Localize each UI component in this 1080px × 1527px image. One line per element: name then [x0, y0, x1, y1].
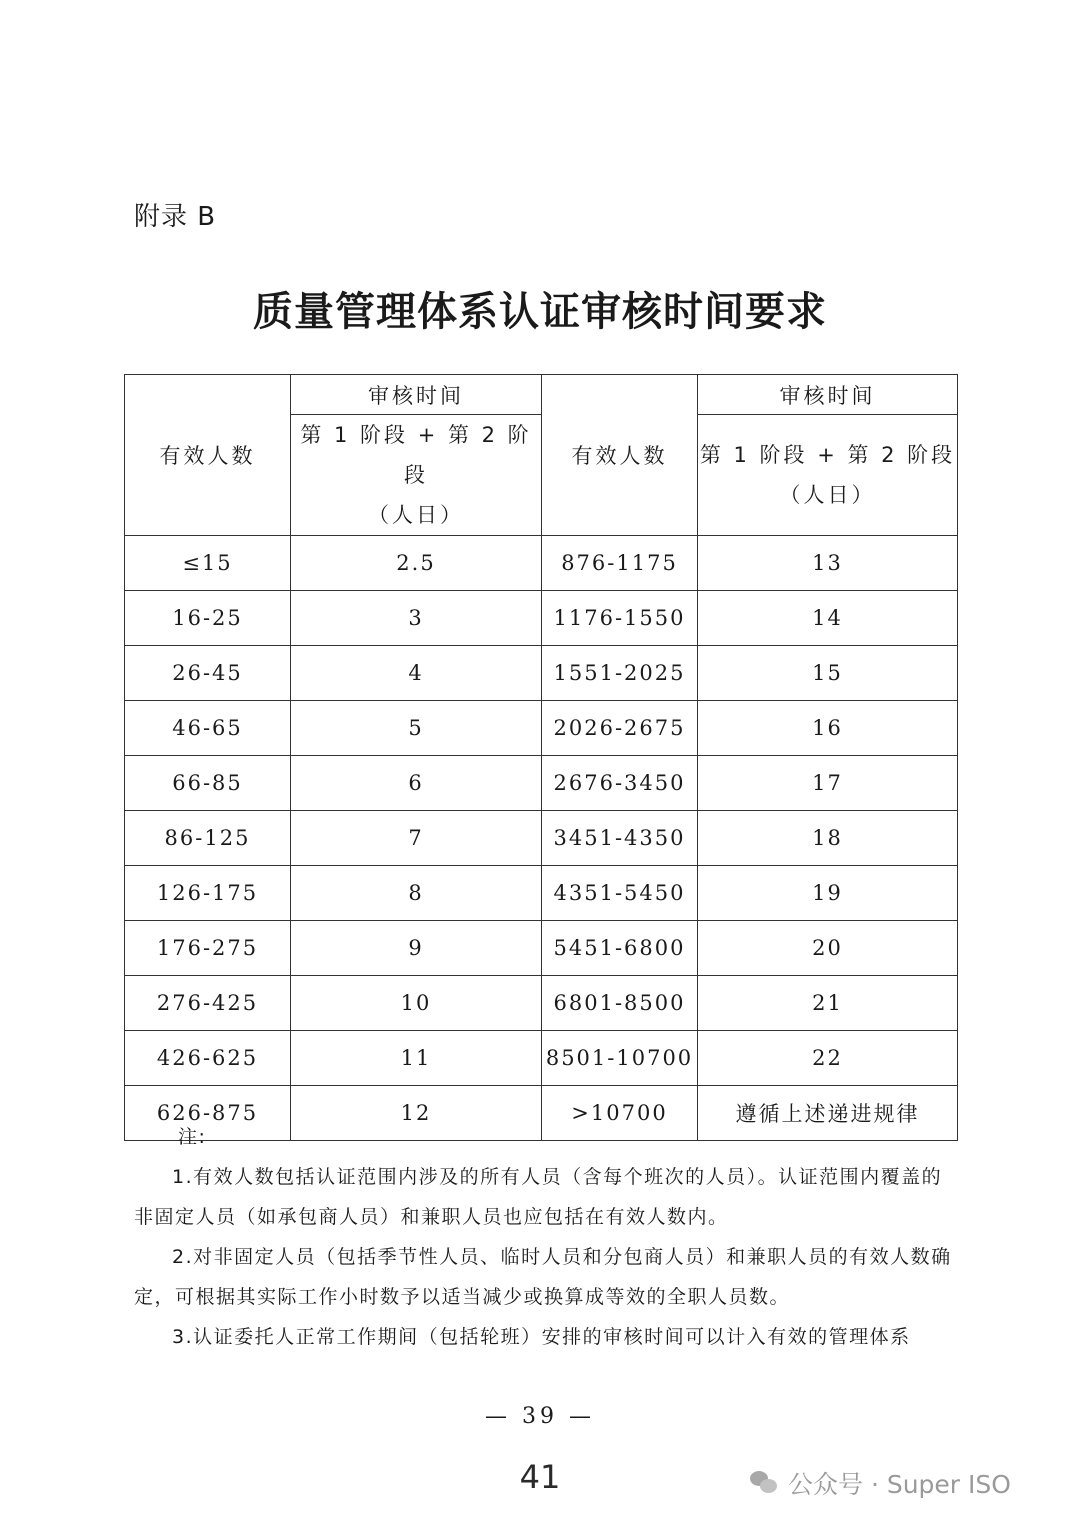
table-cell: 17 [698, 756, 958, 811]
header-unit-line: （人日） [368, 503, 464, 527]
table-cell: 8 [291, 866, 542, 921]
header-stage-line: 第 1 阶段 + 第 2 阶段 [300, 423, 532, 487]
table-cell: 4351-5450 [542, 866, 698, 921]
table-row [125, 921, 958, 976]
table-cell: >10700 [542, 1086, 698, 1141]
page-number: — 39 — [485, 1404, 595, 1429]
table-row [125, 811, 958, 866]
notes-section [134, 1117, 952, 1357]
table-cell: 遵循上述递进规律 [698, 1086, 958, 1141]
table-cell: 14 [698, 591, 958, 646]
table-cell: 1176-1550 [542, 591, 698, 646]
document-title: 质量管理体系认证审核时间要求 [253, 289, 827, 335]
wechat-icon [750, 1471, 778, 1495]
table-cell: 19 [698, 866, 958, 921]
table-cell: 22 [698, 1031, 958, 1086]
watermark [750, 1463, 1011, 1503]
table-cell: 626-875 [125, 1086, 291, 1141]
note-item-3: 3.认证委托人正常工作期间（包括轮班）安排的审核时间可以计入有效的管理体系 [172, 1326, 911, 1348]
table-cell: 5 [291, 701, 542, 756]
note-item-2: 2.对非固定人员（包括季节性人员、临时人员和分包商人员）和兼职人员的有效人数确定，可根据其实际工作小时数予以适当减少或换算成等效的全职人员数。 [134, 1246, 952, 1308]
header-effective-personnel-right: 有效人数 [542, 375, 698, 536]
header-stage-unit-left [291, 415, 542, 536]
table-cell: 1551-2025 [542, 646, 698, 701]
scan-page-number: 41 [519, 1458, 561, 1496]
table-cell: 2026-2675 [542, 701, 698, 756]
table-cell: 66-85 [125, 756, 291, 811]
table-cell: 126-175 [125, 866, 291, 921]
table-cell: 5451-6800 [542, 921, 698, 976]
table-cell: 876-1175 [542, 536, 698, 591]
table-row [125, 536, 958, 591]
table-cell: 8501-10700 [542, 1031, 698, 1086]
table-row [125, 976, 958, 1031]
notes-title: 注: [178, 1126, 207, 1148]
appendix-label: 附录 B [134, 202, 217, 232]
table-cell: 12 [291, 1086, 542, 1141]
table-cell: 11 [291, 1031, 542, 1086]
audit-time-table [124, 374, 958, 1141]
header-unit-line: （人日） [779, 483, 876, 507]
header-audit-time-left: 审核时间 [291, 375, 542, 415]
note-item-1: 1.有效人数包括认证范围内涉及的所有人员（含每个班次的人员）。认证范围内覆盖的非固定人员（如承包商人员）和兼职人员也应包括在有效人数内。 [134, 1166, 943, 1228]
table-cell: 426-625 [125, 1031, 291, 1086]
header-audit-time-right: 审核时间 [698, 375, 958, 415]
table-row [125, 756, 958, 811]
watermark-text: 公众号 · Super ISO [788, 1470, 1011, 1499]
table-cell: 176-275 [125, 921, 291, 976]
table-cell: 7 [291, 811, 542, 866]
table-row [125, 866, 958, 921]
table-cell: 3451-4350 [542, 811, 698, 866]
table-cell: 16-25 [125, 591, 291, 646]
table-cell: 2676-3450 [542, 756, 698, 811]
table-cell: 86-125 [125, 811, 291, 866]
table-row [125, 591, 958, 646]
table-cell: 16 [698, 701, 958, 756]
table-cell: 15 [698, 646, 958, 701]
table-row [125, 646, 958, 701]
table-row [125, 701, 958, 756]
table-cell: 6801-8500 [542, 976, 698, 1031]
table-cell: 46-65 [125, 701, 291, 756]
table-cell: 4 [291, 646, 542, 701]
table-cell: 2.5 [291, 536, 542, 591]
header-effective-personnel-left: 有效人数 [125, 375, 291, 536]
table-cell: 3 [291, 591, 542, 646]
table-cell: 13 [698, 536, 958, 591]
table-cell: 276-425 [125, 976, 291, 1031]
table-row [125, 1031, 958, 1086]
table-cell: 10 [291, 976, 542, 1031]
table-cell: 20 [698, 921, 958, 976]
table-cell: 26-45 [125, 646, 291, 701]
table-cell: 6 [291, 756, 542, 811]
table-cell: 18 [698, 811, 958, 866]
header-stage-line: 第 1 阶段 + 第 2 阶段 [699, 443, 956, 467]
table-cell: 9 [291, 921, 542, 976]
table-cell: 21 [698, 976, 958, 1031]
header-stage-unit-right [698, 415, 958, 536]
table-cell: ≤15 [125, 536, 291, 591]
